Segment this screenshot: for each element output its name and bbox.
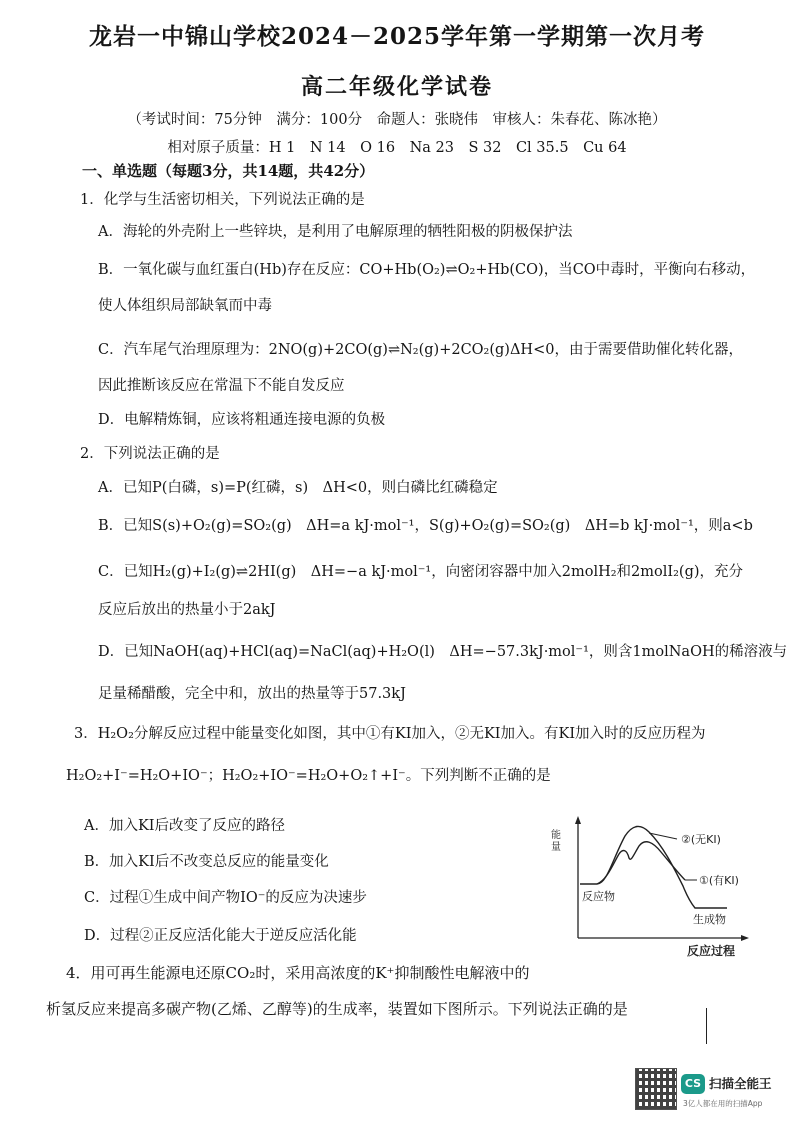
energy-diagram xyxy=(545,810,780,960)
q3-stem-line2: H₂O₂+I⁻=H₂O+IO⁻；H₂O₂+IO⁻=H₂O+O₂↑+I⁻。下列判断不正确的是 xyxy=(66,768,551,784)
q3-option-b: B．加入KI后不改变总反应的能量变化 xyxy=(84,854,329,870)
q1-option-b-line1: B．一氧化碳与血红蛋白(Hb)存在反应：CO+Hb(O₂)⇌O₂+Hb(CO)，当CO中毒时，平衡向右移动， xyxy=(98,262,756,278)
ylabel-char2: 量 xyxy=(551,842,561,853)
margin-mark xyxy=(706,1008,707,1044)
q3-option-c: C．过程①生成中间产物IO⁻的反应为决速步 xyxy=(84,890,367,906)
reactant-label: 反应物 xyxy=(582,890,615,903)
atomic-masses: 相对原子质量：H 1 N 14 O 16 Na 23 S 32 Cl 35.5 Cu 64 xyxy=(167,140,627,156)
curve2-label: ②(无KI) xyxy=(681,833,721,846)
xlabel: 反应过程 xyxy=(687,944,736,958)
q3-option-d: D．过程②正反应活化能大于逆反应活化能 xyxy=(84,928,357,944)
q4-stem-line2: 析氢反应来提高多碳产物(乙烯、乙醇等)的生成率，装置如下图所示。下列说法正确的是 xyxy=(46,1000,628,1018)
q2-option-c-line2: 反应后放出的热量小于2akJ xyxy=(98,602,276,618)
q2-option-d-line2: 足量稀醋酸，完全中和，放出的热量等于57.3kJ xyxy=(98,686,406,702)
q2-option-b: B．已知S(s)+O₂(g)=SO₂(g) ΔH=a kJ·mol⁻¹，S(g)+O₂(g)=SO₂(g) ΔH=b kJ·mol⁻¹，则a<b xyxy=(98,518,753,534)
camscanner-logo-icon: CS xyxy=(681,1074,705,1094)
curve-1-with-ki xyxy=(597,842,685,884)
qr-code-icon xyxy=(635,1068,677,1110)
q3-option-a: A．加入KI后改变了反应的路径 xyxy=(84,818,286,834)
section-heading: 一、单选题（每题3分，共14题，共42分） xyxy=(82,162,375,180)
exam-title: 龙岩一中锦山学校2024－2025学年第一学期第一次月考 xyxy=(88,23,706,50)
scanner-watermark xyxy=(635,1068,785,1112)
q2-stem: 2．下列说法正确的是 xyxy=(80,446,220,462)
q3-stem-line1: 3．H₂O₂分解反应过程中能量变化如图，其中①有KI加入，②无KI加入。有KI加入时的反应历程为 xyxy=(74,726,706,742)
q1-stem: 1．化学与生活密切相关，下列说法正确的是 xyxy=(80,192,365,208)
q1-option-a: A．海轮的外壳附上一些锌块，是利用了电解原理的牺牲阳极的阴极保护法 xyxy=(98,224,573,240)
q2-option-d-line1: D．已知NaOH(aq)+HCl(aq)=NaCl(aq)+H₂O(l) ΔH=−57.3kJ·mol⁻¹，则含1molNaOH的稀溶液与 xyxy=(98,644,788,660)
q1-option-c-line1: C．汽车尾气治理原理为：2NO(g)+2CO(g)⇌N₂(g)+2CO₂(g)ΔH<0，由于需要借助催化转化器， xyxy=(98,342,743,358)
q2-option-a: A．已知P(白磷，s)=P(红磷，s) ΔH<0，则白磷比红磷稳定 xyxy=(98,480,498,496)
q1-option-b-line2: 使人体组织局部缺氧而中毒 xyxy=(98,298,272,314)
q1-option-c-line2: 因此推断该反应在常温下不能自发反应 xyxy=(98,378,345,394)
q4-stem-line1: 4．用可再生能源电还原CO₂时，采用高浓度的K⁺抑制酸性电解液中的 xyxy=(66,964,530,982)
q1-option-d: D．电解精炼铜，应该将粗通连接电源的负极 xyxy=(98,412,386,428)
product-label: 生成物 xyxy=(693,913,726,926)
scanner-tagline: 3亿人都在用的扫描App xyxy=(683,1099,763,1108)
x-axis-arrow xyxy=(741,935,749,941)
curve1-label: ①(有KI) xyxy=(699,874,739,887)
ylabel-char1: 能 xyxy=(551,830,561,841)
exam-subtitle: 高二年级化学试卷 xyxy=(300,74,493,100)
q2-option-c-line1: C．已知H₂(g)+I₂(g)⇌2HI(g) ΔH=−a kJ·mol⁻¹，向密闭容器中加入2molH₂和2molI₂(g)，充分 xyxy=(98,564,744,580)
scanner-app-name: 扫描全能王 xyxy=(709,1076,772,1091)
y-axis-arrow xyxy=(575,816,581,824)
exam-info: （考试时间：75分钟 满分：100分 命题人：张晓伟 审核人：朱春花、陈冰艳） xyxy=(127,112,667,128)
